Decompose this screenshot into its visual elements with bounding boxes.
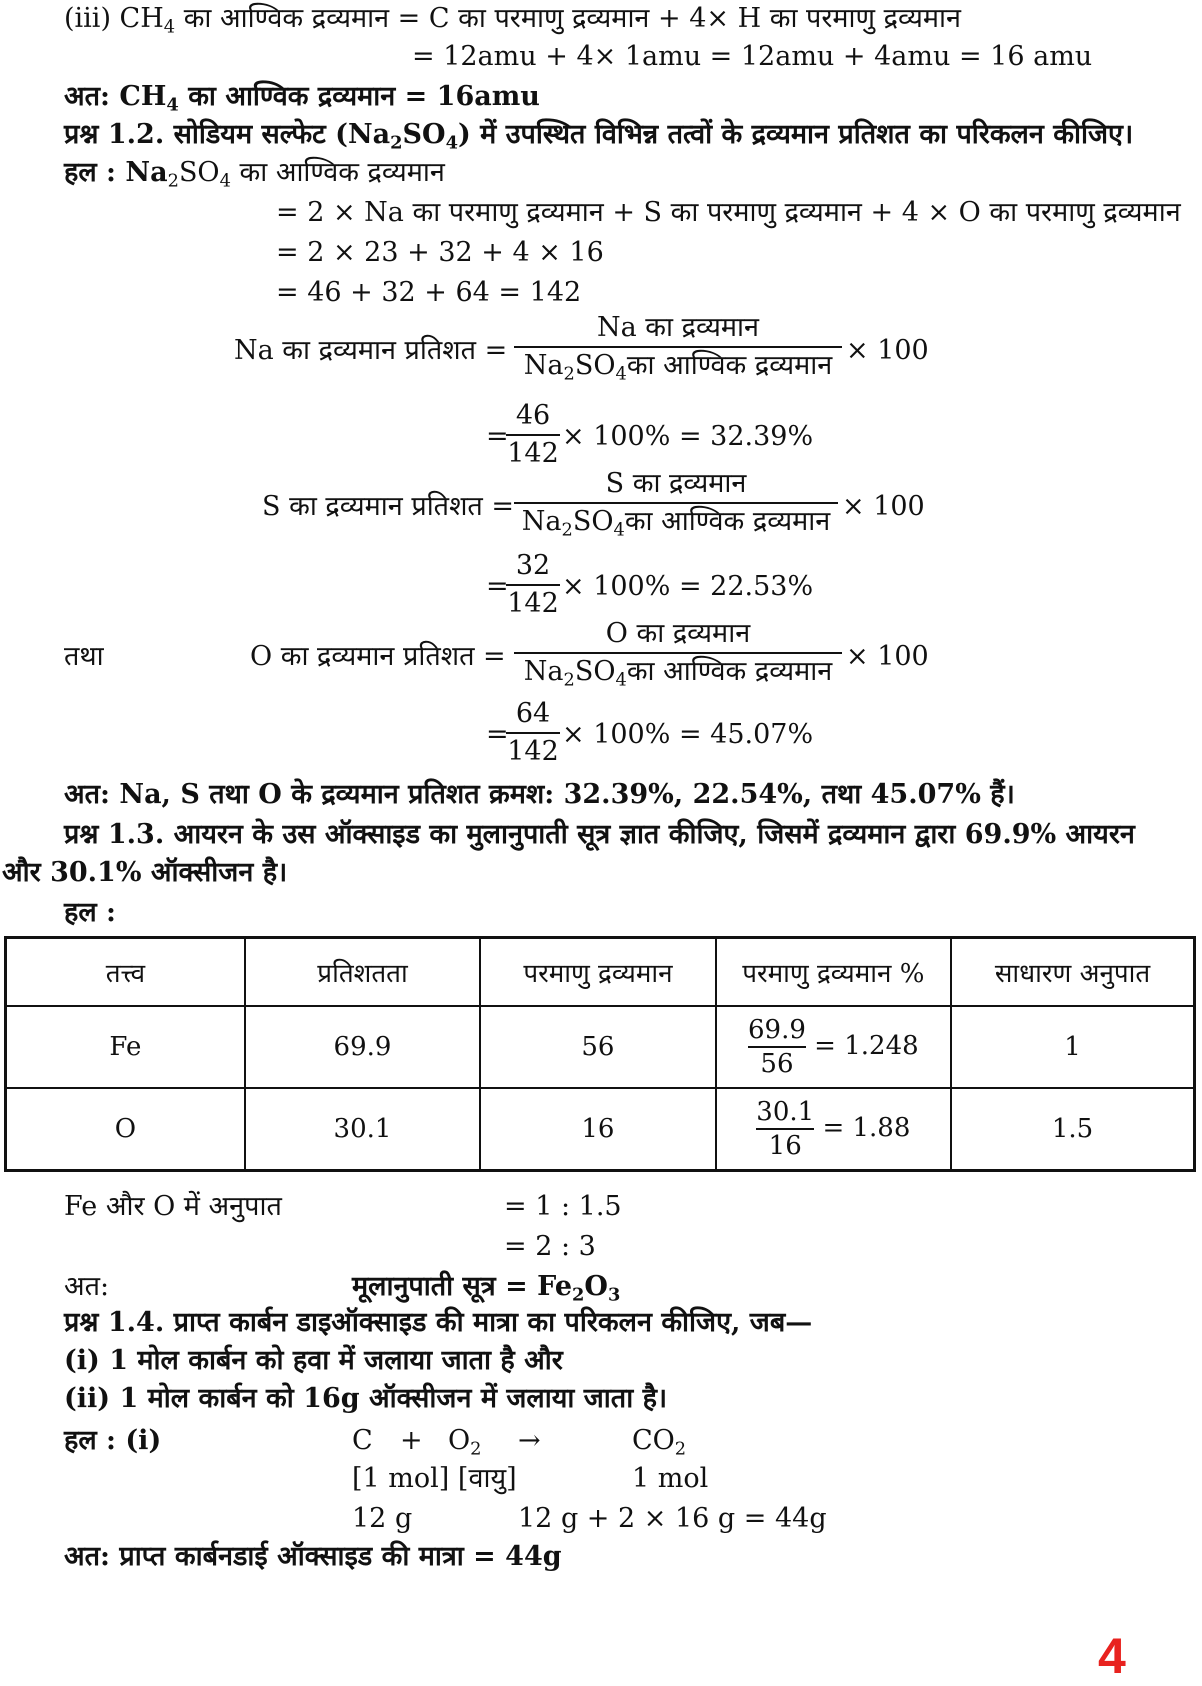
header-atomic-mass-percent: परमाणु द्रव्यमान %	[716, 938, 951, 1007]
cell-mass: 16	[480, 1088, 715, 1171]
s-value-result: × 100% = 22.53%	[562, 571, 814, 602]
question-1-4-part1: (i) 1 मोल कार्बन को हवा में जलाया जाता है और	[64, 1345, 563, 1376]
s-value-fraction: 32 142	[507, 550, 559, 619]
na2so4-step3: = 46 + 32 + 64 = 142	[276, 277, 582, 308]
reaction-co2: $CO_2$	[632, 1425, 687, 1460]
cell-percent: 30.1	[245, 1088, 480, 1171]
fraction-bar	[756, 1128, 814, 1130]
na-value-fraction: 46 142	[507, 400, 559, 469]
o-percent-formula: O का द्रव्यमान $Na_2SO_4का$ आण्विक द्रव्यमान	[514, 618, 842, 688]
header-percent: प्रतिशतता	[245, 938, 480, 1007]
reaction-row2-right: 1 mol	[632, 1463, 709, 1494]
fraction-bar	[506, 584, 560, 586]
s-times-100: × 100	[842, 491, 925, 522]
s-percent-label: S का द्रव्यमान प्रतिशत =	[262, 491, 515, 522]
cell-percent: 69.9	[245, 1006, 480, 1088]
ch4-mass-line1: (iii) $CH_4$ का आण्विक द्रव्यमान = C का परमाणु द्रव्यमान + 4× H का परमाणु द्रव्यमान	[64, 3, 962, 38]
fraction-bar	[506, 434, 560, 436]
na-times-100: × 100	[846, 335, 929, 366]
header-element: तत्त्व	[6, 938, 245, 1007]
cell-ratio: 1.5	[951, 1088, 1194, 1171]
header-simple-ratio: साधारण अनुपात	[951, 938, 1194, 1007]
na-eq-sign: =	[486, 421, 509, 452]
cell-mass-fraction: $\frac{30.1}{16}$ = 1.88	[716, 1088, 951, 1171]
question-1-3-line1: प्रश्न 1.3. आयरन के उस ऑक्साइड का मुलानुपाती सूत्र ज्ञात कीजिए, जिसमें द्रव्यमान द्वारा 69.9% आयरन	[64, 819, 1135, 850]
fraction-bar	[514, 502, 838, 504]
empirical-formula: मूलानुपाती सूत्र = $Fe_2O_3$	[352, 1271, 621, 1306]
s-eq-sign: =	[486, 571, 509, 602]
o-percent-label: O का द्रव्यमान प्रतिशत =	[250, 641, 506, 672]
table-header-row	[6, 938, 1195, 1007]
ratio-label: Fe और O में अनुपात	[64, 1191, 282, 1222]
question-1-3-line2: और 30.1% ऑक्सीजन है।	[2, 857, 288, 888]
reaction-row3-right: 12 g + 2 × 16 g = 44g	[518, 1503, 827, 1534]
o-eq-sign: =	[486, 719, 509, 750]
na2so4-step1: = 2 × Na का परमाणु द्रव्यमान + S का परमाणु द्रव्यमान + 4 × O का परमाणु द्रव्यमान	[276, 197, 1181, 228]
oxide-table	[4, 936, 1196, 1172]
tatha-label: तथा	[64, 641, 104, 672]
reaction-plus: +	[400, 1425, 423, 1456]
solution-1-4-label: हल : (i)	[64, 1425, 162, 1456]
fraction-bar	[748, 1046, 806, 1048]
header-atomic-mass: परमाणु द्रव्यमान	[480, 938, 715, 1007]
cell-element: Fe	[6, 1006, 245, 1088]
question-1-2: प्रश्न 1.2. सोडियम सल्फेट $(Na_2SO_4)$ में उपस्थित विभिन्न तत्वों के द्रव्यमान प्रतिशत का परिकलन कीजिए।	[64, 119, 1134, 154]
q14-conclusion: अत: प्राप्त कार्बनडाई ऑक्साइड की मात्रा = 44g	[64, 1541, 562, 1572]
fraction-bar	[514, 346, 842, 348]
table-row	[6, 1006, 1195, 1088]
ch4-result: अत: $CH_4$ का आण्विक द्रव्यमान = 16amu	[64, 81, 540, 116]
na-percent-label: Na का द्रव्यमान प्रतिशत =	[234, 335, 508, 366]
reaction-oxygen: $O_2$	[448, 1425, 482, 1460]
s-percent-formula: S का द्रव्यमान $Na_2SO_4का$ आण्विक द्रव्यमान	[514, 468, 838, 538]
question-1-4-part2: (ii) 1 मोल कार्बन को 16g ऑक्सीजन में जलाया जाता है।	[64, 1383, 668, 1414]
reaction-carbon: C	[352, 1425, 373, 1456]
o-value-fraction: 64 142	[507, 698, 559, 767]
na-percent-formula: Na का द्रव्यमान $Na_2SO_4का$ आण्विक द्रव्यमान	[514, 312, 842, 382]
fraction-bar	[506, 732, 560, 734]
page-number: 4	[1098, 1628, 1126, 1684]
cell-mass-fraction: $\frac{69.9}{56}$ = 1.248	[716, 1006, 951, 1088]
reaction-row2-left: [1 mol] [वायु]	[352, 1463, 517, 1494]
solution-1-3-label: हल :	[64, 897, 117, 928]
o-value-result: × 100% = 45.07%	[562, 719, 814, 750]
cell-mass: 56	[480, 1006, 715, 1088]
ratio-value-2: = 2 : 3	[504, 1231, 596, 1262]
na2so4-step2: = 2 × 23 + 32 + 4 × 16	[276, 237, 604, 268]
cell-element: O	[6, 1088, 245, 1171]
solution-1-2-label: हल : $Na_2SO_4$ का आण्विक द्रव्यमान	[64, 157, 445, 192]
q12-conclusion: अत: Na, S तथा O के द्रव्यमान प्रतिशत क्रमश: 32.39%, 22.54%, तथा 45.07% हैं।	[64, 779, 1015, 810]
fraction-bar	[514, 652, 842, 654]
na-value-result: × 100% = 32.39%	[562, 421, 814, 452]
reaction-row3-left: 12 g	[352, 1503, 413, 1534]
atah-label: अत:	[64, 1271, 110, 1302]
question-1-4: प्रश्न 1.4. प्राप्त कार्बन डाइऑक्साइड की मात्रा का परिकलन कीजिए, जब—	[64, 1307, 813, 1338]
table-row	[6, 1088, 1195, 1171]
reaction-arrow: →	[518, 1425, 541, 1456]
o-times-100: × 100	[846, 641, 929, 672]
ratio-value-1: = 1 : 1.5	[504, 1191, 622, 1222]
ch4-mass-line2: = 12amu + 4× 1amu = 12amu + 4amu = 16 amu	[412, 41, 1093, 72]
cell-ratio: 1	[951, 1006, 1194, 1088]
